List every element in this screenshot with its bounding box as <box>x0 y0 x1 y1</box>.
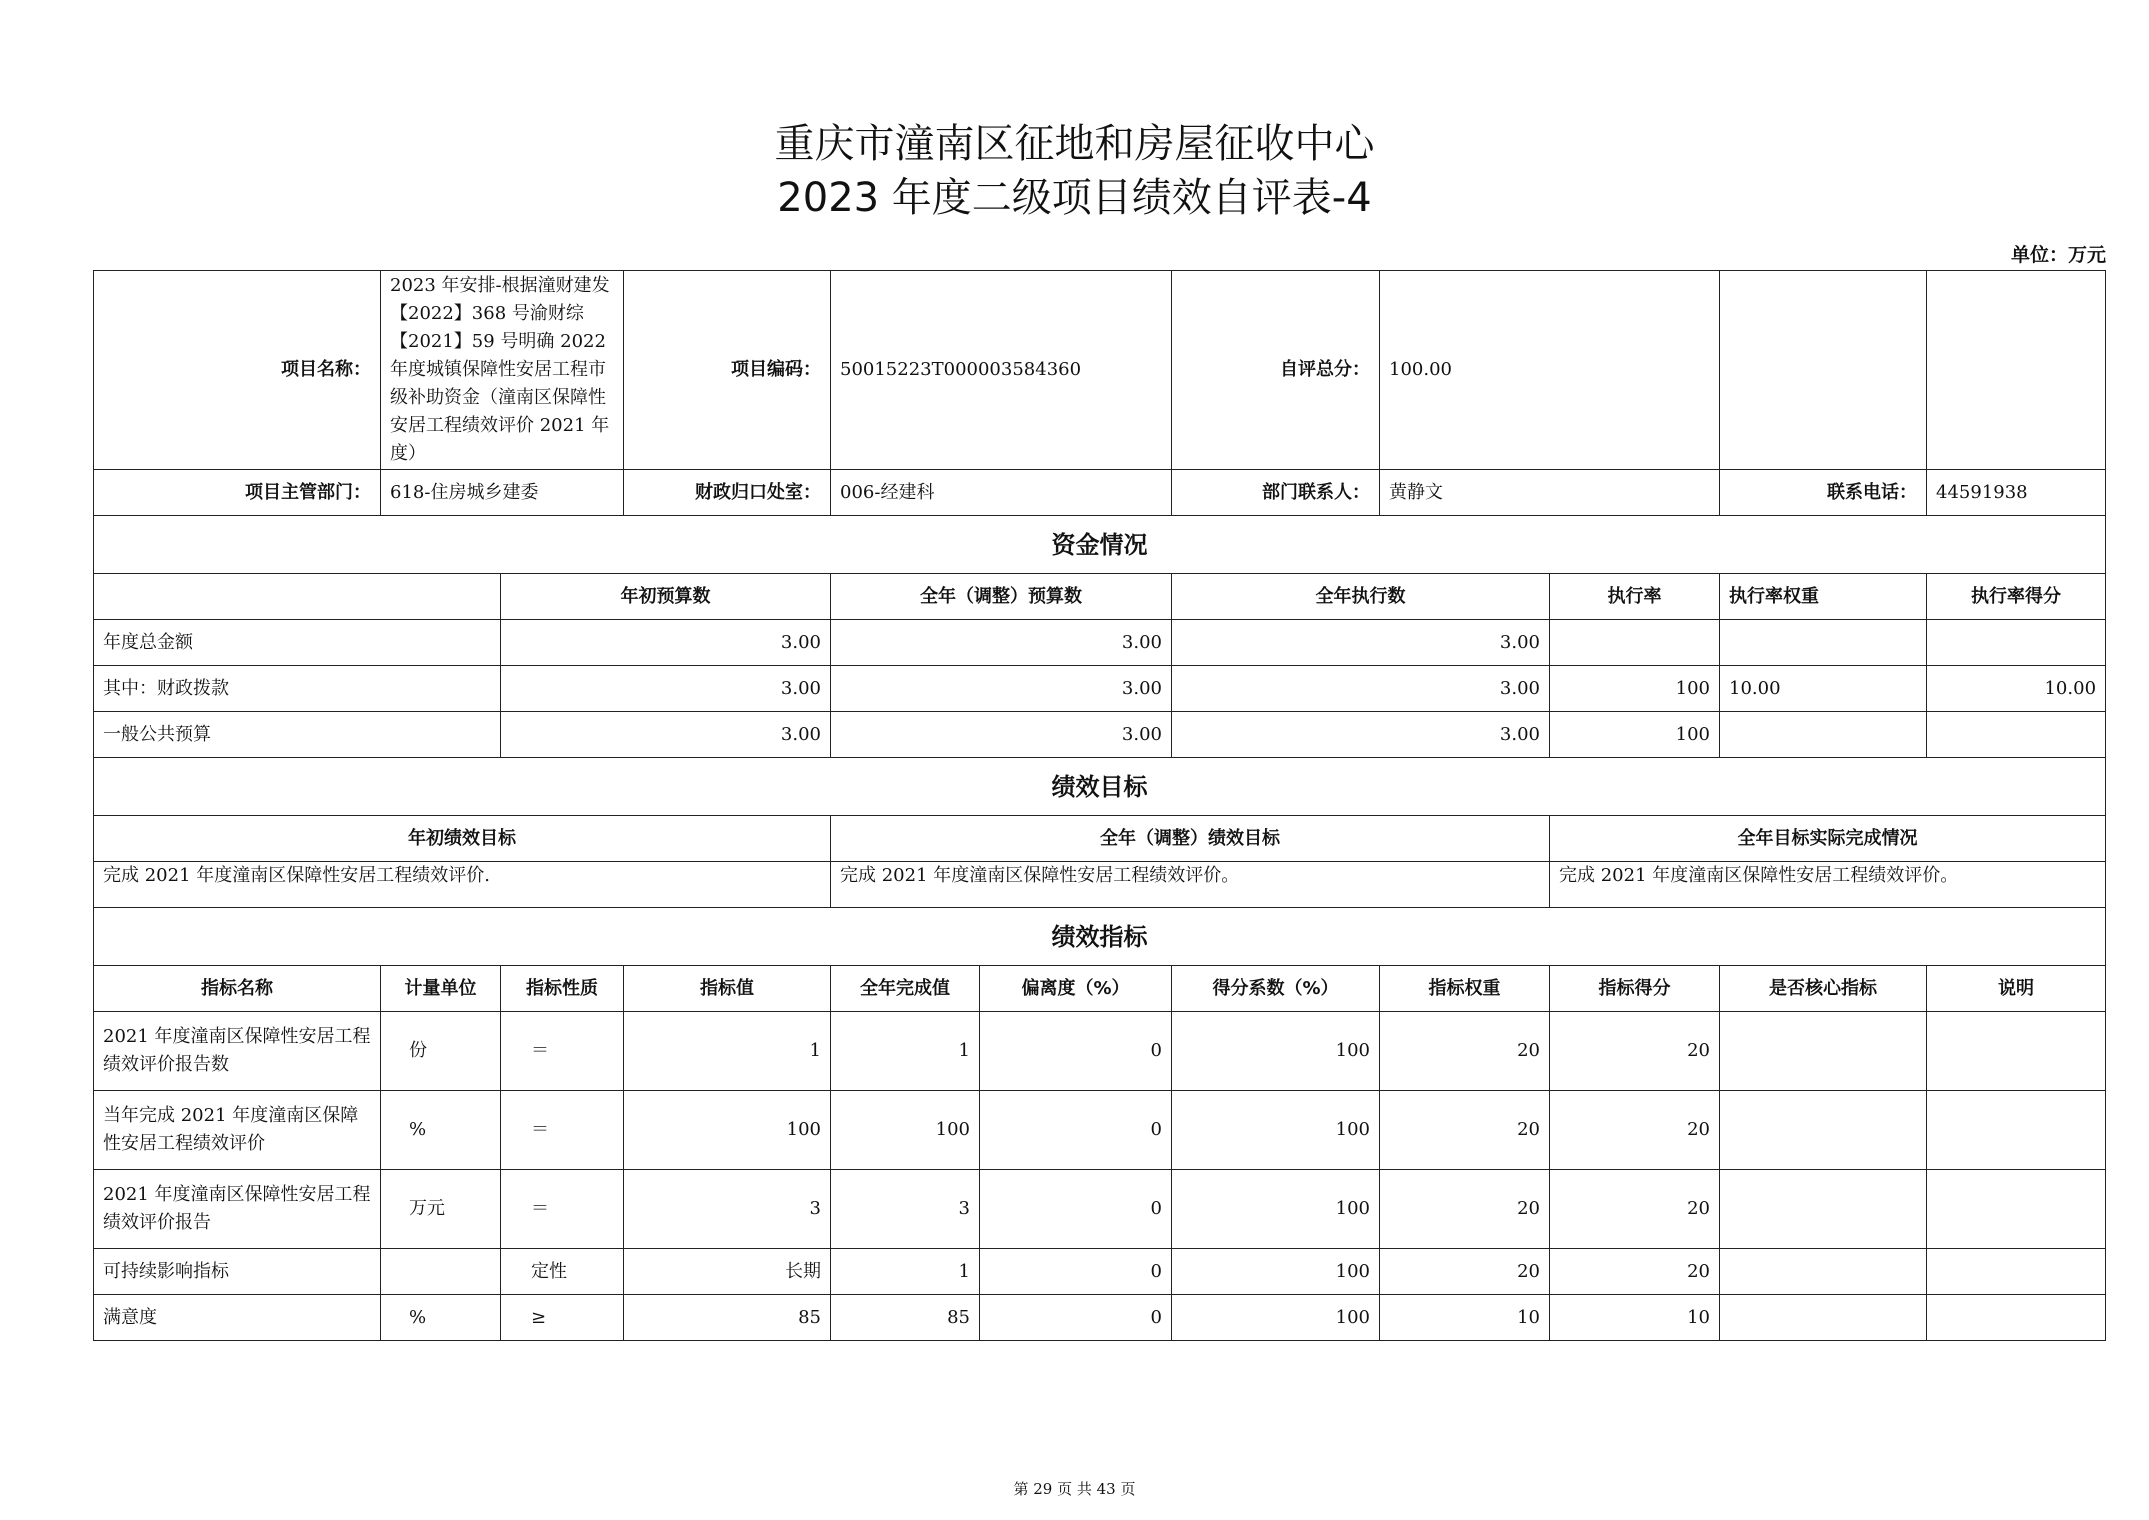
indicator-unit: % <box>381 1295 501 1341</box>
empty-cell <box>1927 271 2106 470</box>
indicator-done: 1 <box>831 1012 980 1091</box>
indicator-coef: 100 <box>1172 1295 1380 1341</box>
funds-header: 全年（调整）预算数 <box>831 574 1172 620</box>
goals-header-adjusted: 全年（调整）绩效目标 <box>831 816 1550 862</box>
indicator-deviation: 0 <box>980 1012 1172 1091</box>
indicator-weight: 20 <box>1380 1170 1550 1249</box>
indicator-weight: 10 <box>1380 1295 1550 1341</box>
project-info-row <box>94 271 2106 470</box>
indicator-score: 10 <box>1550 1295 1720 1341</box>
indicator-weight: 20 <box>1380 1249 1550 1295</box>
funds-weight <box>1720 712 1927 758</box>
indicator-score: 20 <box>1550 1012 1720 1091</box>
indicator-nature: ＝ <box>501 1170 624 1249</box>
funds-score: 10.00 <box>1927 666 2106 712</box>
score-label: 自评总分： <box>1172 271 1380 470</box>
funds-header: 全年执行数 <box>1172 574 1550 620</box>
goals-row <box>94 862 2106 908</box>
indicator-coef: 100 <box>1172 1091 1380 1170</box>
funds-weight <box>1720 620 1927 666</box>
indicator-note <box>1927 1249 2106 1295</box>
funds-section-row <box>94 516 2106 574</box>
indicator-core <box>1720 1091 1927 1170</box>
indicator-done: 100 <box>831 1091 980 1170</box>
indicator-header: 说明 <box>1927 966 2106 1012</box>
indicator-name: 2021 年度潼南区保障性安居工程绩效评价报告 <box>94 1170 381 1249</box>
empty-cell <box>94 574 501 620</box>
goals-header-row <box>94 816 2106 862</box>
dept-label: 项目主管部门： <box>94 470 381 516</box>
funds-header-row <box>94 574 2106 620</box>
funds-row-label: 年度总金额 <box>94 620 501 666</box>
funds-budget: 3.00 <box>501 666 831 712</box>
indicator-core <box>1720 1249 1927 1295</box>
funds-row-label: 一般公共预算 <box>94 712 501 758</box>
goals-header-initial: 年初绩效目标 <box>94 816 831 862</box>
phone-label: 联系电话： <box>1720 470 1927 516</box>
indicator-deviation: 0 <box>980 1170 1172 1249</box>
dept-value: 618-住房城乡建委 <box>381 470 624 516</box>
document-title: 重庆市潼南区征地和房屋征收中心 <box>774 121 1375 167</box>
indicator-value: 100 <box>624 1091 831 1170</box>
indicator-name: 满意度 <box>94 1295 381 1341</box>
funds-budget: 3.00 <box>501 712 831 758</box>
indicator-note <box>1927 1091 2106 1170</box>
indicator-deviation: 0 <box>980 1249 1172 1295</box>
funds-executed: 3.00 <box>1172 712 1550 758</box>
indicators-section-title: 绩效指标 <box>94 908 2106 966</box>
indicator-nature: 定性 <box>501 1249 624 1295</box>
indicator-coef: 100 <box>1172 1249 1380 1295</box>
page-number: 第 29 页 共 43 页 <box>1013 1480 1136 1498</box>
funds-score <box>1927 620 2106 666</box>
indicator-nature: ＝ <box>501 1012 624 1091</box>
indicator-header: 指标权重 <box>1380 966 1550 1012</box>
indicator-value: 85 <box>624 1295 831 1341</box>
unit-label: 单位：万元 <box>2010 244 2106 266</box>
indicator-unit: 份 <box>381 1012 501 1091</box>
indicator-value: 长期 <box>624 1249 831 1295</box>
indicator-done: 3 <box>831 1170 980 1249</box>
funds-row <box>94 620 2106 666</box>
funds-header: 执行率 <box>1550 574 1720 620</box>
indicators-header-row <box>94 966 2106 1012</box>
project-code-value: 50015223T000003584360 <box>831 271 1172 470</box>
contact-label: 部门联系人： <box>1172 470 1380 516</box>
indicator-score: 20 <box>1550 1091 1720 1170</box>
goals-section-row <box>94 758 2106 816</box>
funds-rate <box>1550 620 1720 666</box>
funds-header: 执行率权重 <box>1720 574 1927 620</box>
funds-row-label: 其中：财政拨款 <box>94 666 501 712</box>
indicator-header: 指标性质 <box>501 966 624 1012</box>
indicator-header: 得分系数（%） <box>1172 966 1380 1012</box>
indicator-header: 计量单位 <box>381 966 501 1012</box>
project-name-label: 项目名称： <box>94 271 381 470</box>
indicator-unit <box>381 1249 501 1295</box>
indicator-header: 偏离度（%） <box>980 966 1172 1012</box>
funds-weight: 10.00 <box>1720 666 1927 712</box>
indicator-score: 20 <box>1550 1249 1720 1295</box>
finance-value: 006-经建科 <box>831 470 1172 516</box>
dept-info-row <box>94 470 2106 516</box>
project-name-value: 2023 年安排-根据潼财建发【2022】368 号渝财综【2021】59 号明确 2022 年度城镇保障性安居工程市级补助资金（潼南区保障性安居工程绩效评价 2021 年度） <box>381 271 624 470</box>
indicator-nature: ≥ <box>501 1295 624 1341</box>
indicator-weight: 20 <box>1380 1091 1550 1170</box>
indicator-value: 1 <box>624 1012 831 1091</box>
funds-adjusted: 3.00 <box>831 712 1172 758</box>
indicator-header: 指标得分 <box>1550 966 1720 1012</box>
indicator-row <box>94 1012 2106 1091</box>
indicator-deviation: 0 <box>980 1295 1172 1341</box>
funds-executed: 3.00 <box>1172 620 1550 666</box>
goal-actual: 完成 2021 年度潼南区保障性安居工程绩效评价。 <box>1550 862 2106 908</box>
indicator-coef: 100 <box>1172 1170 1380 1249</box>
indicator-name: 2021 年度潼南区保障性安居工程绩效评价报告数 <box>94 1012 381 1091</box>
indicator-coef: 100 <box>1172 1012 1380 1091</box>
indicator-deviation: 0 <box>980 1091 1172 1170</box>
funds-rate: 100 <box>1550 666 1720 712</box>
indicator-row <box>94 1295 2106 1341</box>
evaluation-table <box>93 270 2106 1341</box>
indicator-name: 可持续影响指标 <box>94 1249 381 1295</box>
goals-section-title: 绩效目标 <box>94 758 2106 816</box>
indicator-header: 指标名称 <box>94 966 381 1012</box>
indicator-header: 指标值 <box>624 966 831 1012</box>
indicator-name: 当年完成 2021 年度潼南区保障性安居工程绩效评价 <box>94 1091 381 1170</box>
project-code-label: 项目编码： <box>624 271 831 470</box>
indicator-unit: 万元 <box>381 1170 501 1249</box>
funds-executed: 3.00 <box>1172 666 1550 712</box>
indicator-header: 全年完成值 <box>831 966 980 1012</box>
funds-row <box>94 666 2106 712</box>
indicator-nature: ＝ <box>501 1091 624 1170</box>
funds-header: 执行率得分 <box>1927 574 2106 620</box>
indicator-done: 85 <box>831 1295 980 1341</box>
indicators-section-row <box>94 908 2106 966</box>
funds-adjusted: 3.00 <box>831 666 1172 712</box>
indicator-row <box>94 1249 2106 1295</box>
indicator-weight: 20 <box>1380 1012 1550 1091</box>
funds-score <box>1927 712 2106 758</box>
funds-header: 年初预算数 <box>501 574 831 620</box>
indicator-done: 1 <box>831 1249 980 1295</box>
indicator-value: 3 <box>624 1170 831 1249</box>
indicator-unit: % <box>381 1091 501 1170</box>
indicator-row <box>94 1170 2106 1249</box>
indicator-header: 是否核心指标 <box>1720 966 1927 1012</box>
phone-value: 44591938 <box>1927 470 2106 516</box>
contact-value: 黄静文 <box>1380 470 1720 516</box>
indicator-core <box>1720 1295 1927 1341</box>
funds-row <box>94 712 2106 758</box>
goal-initial: 完成 2021 年度潼南区保障性安居工程绩效评价. <box>94 862 831 908</box>
funds-adjusted: 3.00 <box>831 620 1172 666</box>
goal-adjusted: 完成 2021 年度潼南区保障性安居工程绩效评价。 <box>831 862 1550 908</box>
indicator-note <box>1927 1012 2106 1091</box>
finance-label: 财政归口处室： <box>624 470 831 516</box>
indicator-note <box>1927 1295 2106 1341</box>
indicator-core <box>1720 1012 1927 1091</box>
document-subtitle: 2023 年度二级项目绩效自评表-4 <box>777 175 1372 221</box>
score-value: 100.00 <box>1380 271 1720 470</box>
empty-cell <box>1720 271 1927 470</box>
goals-header-actual: 全年目标实际完成情况 <box>1550 816 2106 862</box>
indicator-note <box>1927 1170 2106 1249</box>
indicator-score: 20 <box>1550 1170 1720 1249</box>
indicator-row <box>94 1091 2106 1170</box>
funds-rate: 100 <box>1550 712 1720 758</box>
indicator-core <box>1720 1170 1927 1249</box>
funds-section-title: 资金情况 <box>94 516 2106 574</box>
funds-budget: 3.00 <box>501 620 831 666</box>
